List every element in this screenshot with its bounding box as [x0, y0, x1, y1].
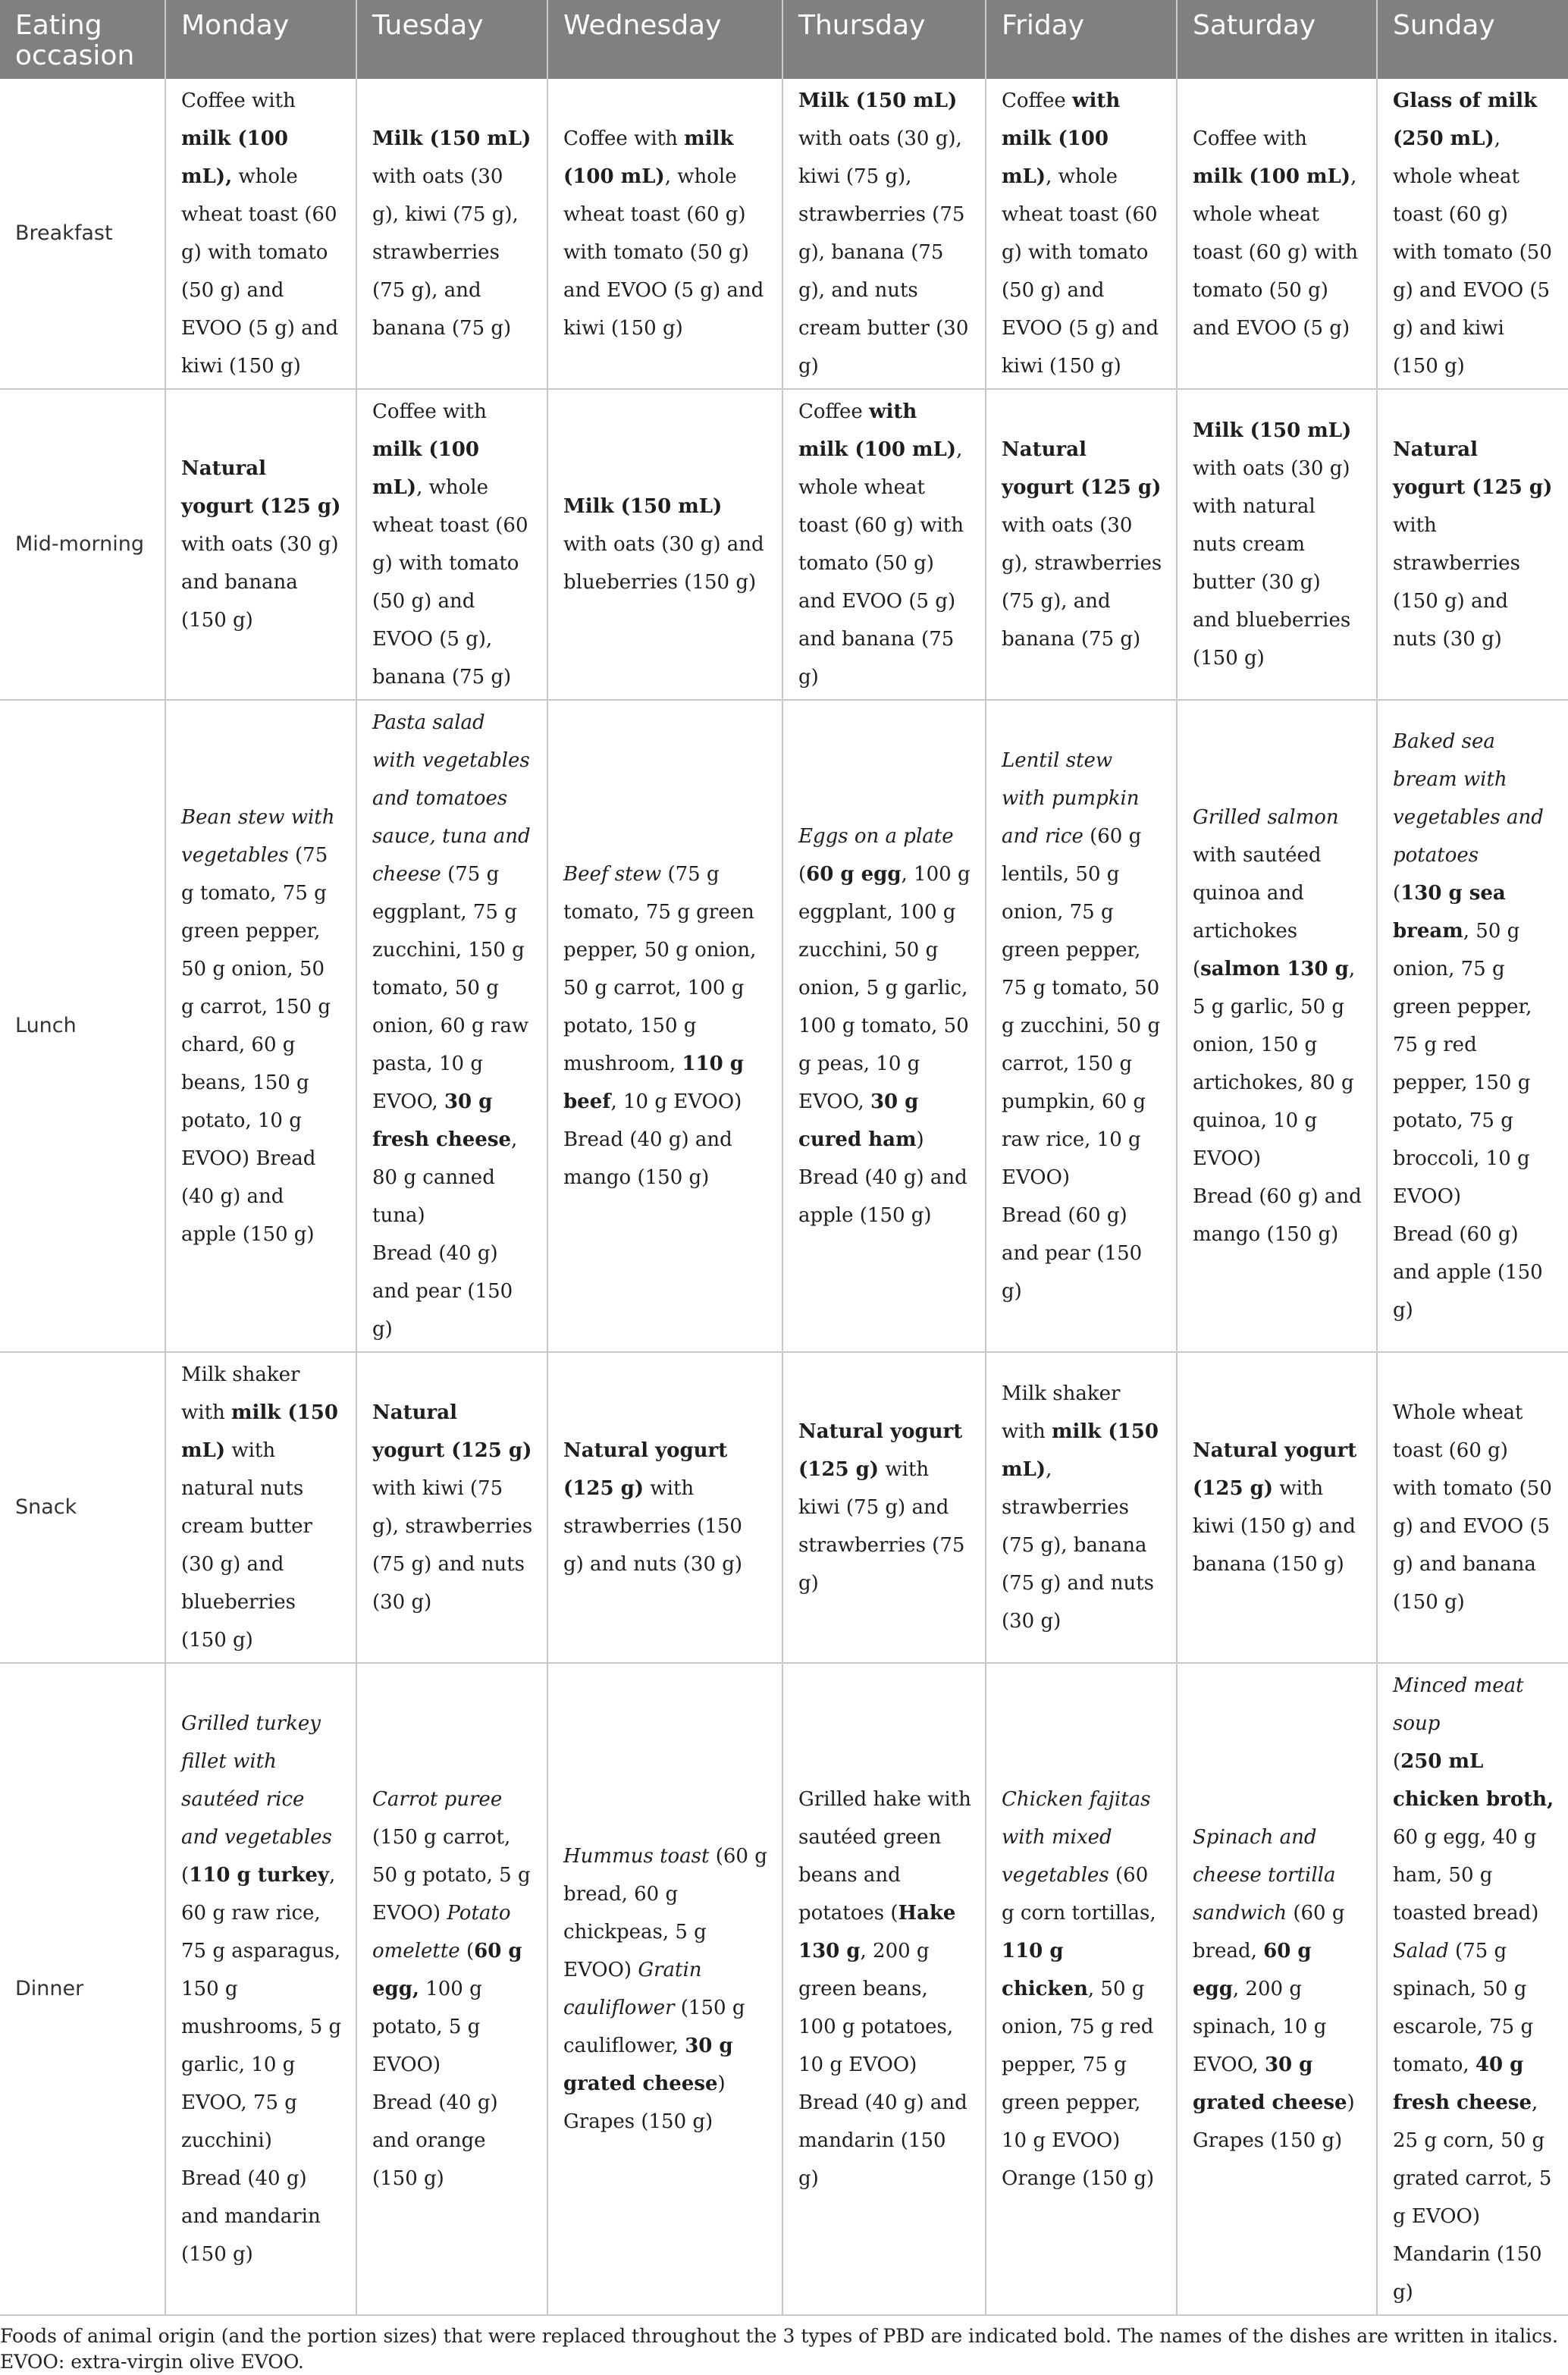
- cell-snack-wednesday: [547, 1352, 782, 1663]
- animal-origin-food: 30 g grated cheese: [563, 2035, 733, 2095]
- animal-origin-food: Natural yogurt (125 g): [1193, 1439, 1357, 1500]
- cell-breakfast-sunday: [1377, 79, 1568, 389]
- animal-origin-food: milk (150 mL): [181, 1401, 338, 1462]
- header-sunday: Sunday: [1377, 0, 1568, 79]
- ingredient-text: with oats (30 g) with natural nuts cream butter (30 g) and blueberries (150 g): [1193, 457, 1351, 670]
- ingredient-text: , strawberries (75 g), banana (75 g) and nuts (30 g): [1002, 1458, 1154, 1633]
- ingredient-text: (150 g carrot, 50 g potato, 5 g EVOO): [372, 1826, 531, 1925]
- cell-lunch-wednesday: [547, 700, 782, 1352]
- cell-midmorning-thursday: [782, 389, 986, 700]
- ingredient-text: Coffee: [1002, 89, 1073, 112]
- animal-origin-food: 110 g chicken: [1002, 1940, 1088, 2000]
- ingredient-text: ): [717, 2072, 726, 2095]
- ingredient-text: , whole wheat toast (60 g) with tomato (50 g) and EVOO (5 g): [1193, 165, 1358, 340]
- cell-midmorning-monday: [165, 389, 356, 700]
- cell-breakfast-friday: [986, 79, 1177, 389]
- ingredient-text: with strawberries (150 g) and nuts (30 g): [563, 1477, 743, 1576]
- ingredient-text: (: [1393, 1750, 1401, 1773]
- dish-name: Potato omelette: [372, 1902, 511, 1962]
- cell-dinner-friday: [986, 1663, 1177, 2315]
- animal-origin-food: Natural yogurt (125 g): [1393, 438, 1553, 499]
- ingredient-text: (60 g bread, 60 g chickpeas, 5 g EVOO): [563, 1845, 767, 1981]
- cell-dinner-thursday: [782, 1663, 986, 2315]
- cell-dinner-saturday: [1177, 1663, 1377, 2315]
- ingredient-text: Orange (150 g): [1002, 2167, 1155, 2190]
- dish-name: Salad: [1393, 1940, 1449, 1962]
- cell-lunch-thursday: [782, 700, 986, 1352]
- ingredient-text: (: [1393, 882, 1401, 905]
- cell-lunch-saturday: [1177, 700, 1377, 1352]
- ingredient-text: , 60 g raw rice, 75 g asparagus, 150 g mushrooms, 5 g garlic, 10 g EVOO, 75 g zucchini): [181, 1864, 342, 2152]
- header-wednesday: Wednesday: [547, 0, 782, 79]
- header-tuesday: Tuesday: [356, 0, 547, 79]
- header-row: [0, 0, 1568, 79]
- ingredient-text: , 50 g onion, 75 g green pepper, 75 g red pepper, 150 g potato, 75 g broccoli, 10 g EVOO): [1393, 920, 1532, 1208]
- ingredient-text: Bread (60 g) and mango (150 g): [1193, 1185, 1362, 1246]
- header-monday: Monday: [165, 0, 356, 79]
- cell-dinner-monday: [165, 1663, 356, 2315]
- ingredient-text: Bread (40 g) and mandarin (150 g): [798, 2091, 967, 2190]
- ingredient-text: Milk shaker with: [1002, 1382, 1121, 1443]
- row-dinner: [0, 1663, 1568, 2315]
- ingredient-text: Bread (40 g) and pear (150 g): [372, 1242, 513, 1341]
- dish-name: Bean stew with vegetables: [181, 806, 335, 867]
- occasion-label: Breakfast: [0, 79, 165, 389]
- animal-origin-food: 110 g beef: [563, 1053, 744, 1113]
- dish-name: Minced meat soup: [1393, 1674, 1524, 1735]
- ingredient-text: Whole wheat toast (60 g) with tomato (50 g) and EVOO (5 g) and banana (150 g): [1393, 1401, 1552, 1614]
- ingredient-text: with strawberries (150 g) and nuts (30 g): [1393, 514, 1520, 651]
- ingredient-text: with oats (30 g) and banana (150 g): [181, 533, 339, 632]
- ingredient-text: (60 g corn tortillas,: [1002, 1864, 1156, 1925]
- ingredient-text: , 100 g eggplant, 100 g zucchini, 50 g onion, 5 g garlic, 100 g tomato, 50 g peas, 10 g EVOO,: [798, 863, 971, 1113]
- ingredient-text: , 50 g onion, 75 g red pepper, 75 g green pepper, 10 g EVOO): [1002, 1978, 1154, 2152]
- cell-midmorning-saturday: [1177, 389, 1377, 700]
- animal-origin-food: milk (100 mL): [372, 438, 479, 499]
- ingredient-text: , 80 g canned tuna): [372, 1128, 518, 1227]
- cell-dinner-sunday: [1377, 1663, 1568, 2315]
- cell-breakfast-thursday: [782, 79, 986, 389]
- animal-origin-food: milk (100 mL),: [181, 127, 288, 188]
- ingredient-text: Grapes (150 g): [1193, 2129, 1343, 2152]
- dish-name: Lentil stew with pumpkin and rice: [1002, 749, 1140, 848]
- animal-origin-food: Natural yogurt (125 g): [798, 1420, 963, 1481]
- ingredient-text: , 5 g garlic, 50 g onion, 150 g artichokes, 80 g quinoa, 10 g EVOO): [1193, 958, 1356, 1170]
- ingredient-text: Bread (40 g) and orange (150 g): [372, 2091, 498, 2190]
- ingredient-text: Bread (60 g) and apple (150 g): [1393, 1223, 1543, 1322]
- header-eating-occasion: Eating occasion: [0, 0, 165, 79]
- dish-name: Grilled turkey fillet with sautéed rice and vegetables: [181, 1712, 332, 1849]
- cell-lunch-monday: [165, 700, 356, 1352]
- ingredient-text: whole wheat toast (60 g) with tomato (50 g) and EVOO (5 g) and kiwi (150 g): [181, 165, 339, 378]
- ingredient-text: with oats (30 g), kiwi (75 g), strawberries (75 g), banana (75 g), and nuts cream butter (30 g): [798, 127, 969, 378]
- ingredient-text: 60 g egg, 40 g ham, 50 g toasted bread): [1393, 1826, 1539, 1925]
- row-snack: [0, 1352, 1568, 1663]
- animal-origin-food: Natural yogurt (125 g): [563, 1439, 728, 1500]
- ingredient-text: (: [798, 863, 807, 886]
- animal-origin-food: salmon 130 g: [1200, 958, 1349, 980]
- cell-breakfast-tuesday: [356, 79, 547, 389]
- animal-origin-food: with milk (100 mL): [798, 400, 957, 461]
- animal-origin-food: 110 g turkey: [189, 1864, 329, 1887]
- ingredient-text: Coffee with: [1193, 127, 1307, 150]
- ingredient-text: , whole wheat toast (60 g) with tomato (50 g) and EVOO (5 g) and banana (75 g): [798, 438, 964, 689]
- ingredient-text: Coffee with: [563, 127, 685, 150]
- ingredient-text: with oats (30 g) and blueberries (150 g): [563, 533, 764, 594]
- ingredient-text: (75 g tomato, 75 g green pepper, 50 g onion, 50 g carrot, 100 g potato, 150 g mushroom,: [563, 863, 757, 1075]
- cell-lunch-sunday: [1377, 700, 1568, 1352]
- dish-name: Eggs on a plate: [798, 825, 954, 848]
- table-footnote: Foods of animal origin (and the portion sizes) that were replaced throughout the 3 types of PBD are indicated bold. The names of the dishes are written in italics. EVOO: extra-virgin olive EVOO.: [0, 2325, 1558, 2373]
- cell-breakfast-monday: [165, 79, 356, 389]
- animal-origin-food: 130 g sea bream: [1393, 882, 1506, 943]
- ingredient-text: (75 g eggplant, 75 g zucchini, 150 g tomato, 50 g onion, 60 g raw pasta, 10 g EVOO,: [372, 863, 529, 1113]
- ingredient-text: Coffee with: [372, 400, 487, 423]
- cell-midmorning-friday: [986, 389, 1177, 700]
- ingredient-text: Grapes (150 g): [563, 2110, 713, 2133]
- animal-origin-food: 60 g egg,: [372, 1940, 522, 2000]
- ingredient-text: , whole wheat toast (60 g) with tomato (50 g) and EVOO (5 g), banana (75 g): [372, 476, 528, 689]
- ingredient-text: , whole wheat toast (60 g) with tomato (50 g) and EVOO (5 g) and kiwi (150 g): [1002, 165, 1159, 378]
- ingredient-text: Coffee with: [181, 89, 296, 112]
- cell-dinner-tuesday: [356, 1663, 547, 2315]
- cell-breakfast-saturday: [1177, 79, 1377, 389]
- animal-origin-food: 30 g fresh cheese: [372, 1090, 512, 1151]
- occasion-label: Snack: [0, 1352, 165, 1663]
- ingredient-text: (: [181, 1864, 190, 1887]
- animal-origin-food: Natural yogurt (125 g): [1002, 438, 1162, 499]
- header-thursday: Thursday: [782, 0, 986, 79]
- ingredient-text: ): [1347, 2091, 1355, 2114]
- ingredient-text: Grilled hake with sautéed green beans and potatoes (: [798, 1788, 971, 1925]
- ingredient-text: (75 g tomato, 75 g green pepper, 50 g onion, 50 g carrot, 150 g chard, 60 g beans, 150 g potato, 10 g EVOO) Bread (40 g) and apple (150 g): [181, 844, 331, 1246]
- cell-snack-friday: [986, 1352, 1177, 1663]
- ingredient-text: with kiwi (75 g) and strawberries (75 g): [798, 1458, 965, 1595]
- animal-origin-food: milk (150 mL): [1002, 1420, 1159, 1481]
- ingredient-text: Bread (60 g) and pear (150 g): [1002, 1204, 1143, 1303]
- cell-breakfast-wednesday: [547, 79, 782, 389]
- occasion-label: Lunch: [0, 700, 165, 1352]
- dish-name: Gratin cauliflower: [563, 1959, 702, 2019]
- animal-origin-food: Hake 130 g: [798, 1902, 956, 1962]
- ingredient-text: Bread (40 g) and mandarin (150 g): [181, 2167, 321, 2266]
- ingredient-text: , 200 g spinach, 10 g EVOO,: [1193, 1978, 1327, 2076]
- ingredient-text: Bread (40 g) and mango (150 g): [563, 1128, 732, 1189]
- animal-origin-food: 60 g egg: [1193, 1940, 1312, 2000]
- animal-origin-food: milk (100 mL): [1193, 165, 1351, 188]
- dish-name: Chicken fajitas with mixed vegetables: [1002, 1788, 1151, 1887]
- cell-lunch-tuesday: [356, 700, 547, 1352]
- ingredient-text: (150 g cauliflower,: [563, 1997, 745, 2057]
- ingredient-text: with oats (30 g), kiwi (75 g), strawberries (75 g), and banana (75 g): [372, 165, 519, 340]
- cell-snack-sunday: [1377, 1352, 1568, 1663]
- ingredient-text: (60 g bread,: [1193, 1902, 1345, 1962]
- row-breakfast: [0, 79, 1568, 389]
- ingredient-text: with oats (30 g), strawberries (75 g), and banana (75 g): [1002, 514, 1162, 651]
- ingredient-text: (75 g spinach, 50 g escarole, 75 g tomato,: [1393, 1940, 1534, 2076]
- cell-snack-monday: [165, 1352, 356, 1663]
- animal-origin-food: Milk (150 mL): [798, 89, 958, 112]
- animal-origin-food: 40 g fresh cheese: [1393, 2053, 1532, 2114]
- dish-name: Spinach and cheese tortilla sandwich: [1193, 1826, 1336, 1925]
- ingredient-text: Coffee: [798, 400, 870, 423]
- ingredient-text: Bread (40 g) and apple (150 g): [798, 1166, 967, 1227]
- ingredient-text: , whole wheat toast (60 g) with tomato (50 g) and EVOO (5 g) and kiwi (150 g): [1393, 127, 1552, 378]
- ingredient-text: (60 g lentils, 50 g onion, 75 g green pepper, 75 g tomato, 50 g zucchini, 50 g carrot, 150 g pumpkin, 60 g raw rice, 10 g EVOO): [1002, 825, 1161, 1189]
- dish-name: Baked sea bream with vegetables and potatoes: [1393, 730, 1544, 867]
- cell-snack-saturday: [1177, 1352, 1377, 1663]
- ingredient-text: ): [916, 1128, 924, 1151]
- cell-snack-thursday: [782, 1352, 986, 1663]
- row-mid-morning: [0, 389, 1568, 700]
- ingredient-text: Mandarin (150 g): [1393, 2243, 1542, 2304]
- animal-origin-food: 30 g cured ham: [798, 1090, 919, 1151]
- ingredient-text: with kiwi (150 g) and banana (150 g): [1193, 1477, 1356, 1576]
- dish-name: Hummus toast: [563, 1845, 710, 1868]
- cell-midmorning-wednesday: [547, 389, 782, 700]
- animal-origin-food: Milk (150 mL): [372, 127, 532, 150]
- animal-origin-food: milk (100 mL): [563, 127, 734, 188]
- cell-midmorning-tuesday: [356, 389, 547, 700]
- cell-dinner-wednesday: [547, 1663, 782, 2315]
- animal-origin-food: 60 g egg: [806, 863, 902, 886]
- header-friday: Friday: [986, 0, 1177, 79]
- animal-origin-food: 250 mL chicken broth,: [1393, 1750, 1554, 1811]
- animal-origin-food: Milk (150 mL): [563, 495, 723, 518]
- ingredient-text: , 200 g green beans, 100 g potatoes, 10 g EVOO): [798, 1940, 954, 2076]
- animal-origin-food: 30 g grated cheese: [1193, 2053, 1347, 2114]
- dish-name: Carrot puree: [372, 1788, 503, 1811]
- cell-snack-tuesday: [356, 1352, 547, 1663]
- animal-origin-food: Milk (150 mL): [1193, 419, 1352, 442]
- dish-name: Beef stew: [563, 863, 662, 886]
- occasion-label: Mid-morning: [0, 389, 165, 700]
- header-saturday: Saturday: [1177, 0, 1377, 79]
- animal-origin-food: Glass of milk (250 mL): [1393, 89, 1538, 150]
- ingredient-text: , whole wheat toast (60 g) with tomato (50 g) and EVOO (5 g) and kiwi (150 g): [563, 165, 764, 340]
- occasion-label: Dinner: [0, 1663, 165, 2315]
- ingredient-text: 100 g potato, 5 g EVOO): [372, 1978, 482, 2076]
- ingredient-text: (: [459, 1940, 475, 1962]
- ingredient-text: with kiwi (75 g), strawberries (75 g) and nuts (30 g): [372, 1477, 533, 1614]
- animal-origin-food: Natural yogurt (125 g): [181, 457, 341, 518]
- animal-origin-food: with milk (100 mL): [1002, 89, 1121, 188]
- ingredient-text: , 10 g EVOO): [610, 1090, 742, 1113]
- row-lunch: [0, 700, 1568, 1352]
- dish-name: Grilled salmon: [1193, 806, 1339, 829]
- ingredient-text: with natural nuts cream butter (30 g) and blueberries (150 g): [181, 1439, 312, 1652]
- ingredient-text: Milk shaker with: [181, 1363, 300, 1424]
- ingredient-text: , 25 g corn, 50 g grated carrot, 5 g EVOO): [1393, 2091, 1552, 2228]
- animal-origin-food: Natural yogurt (125 g): [372, 1401, 532, 1462]
- ingredient-text: with sautéed quinoa and artichokes (: [1193, 844, 1322, 980]
- dish-name: Pasta salad with vegetables and tomatoes sauce, tuna and cheese: [372, 711, 531, 886]
- cell-lunch-friday: [986, 700, 1177, 1352]
- cell-midmorning-sunday: [1377, 389, 1568, 700]
